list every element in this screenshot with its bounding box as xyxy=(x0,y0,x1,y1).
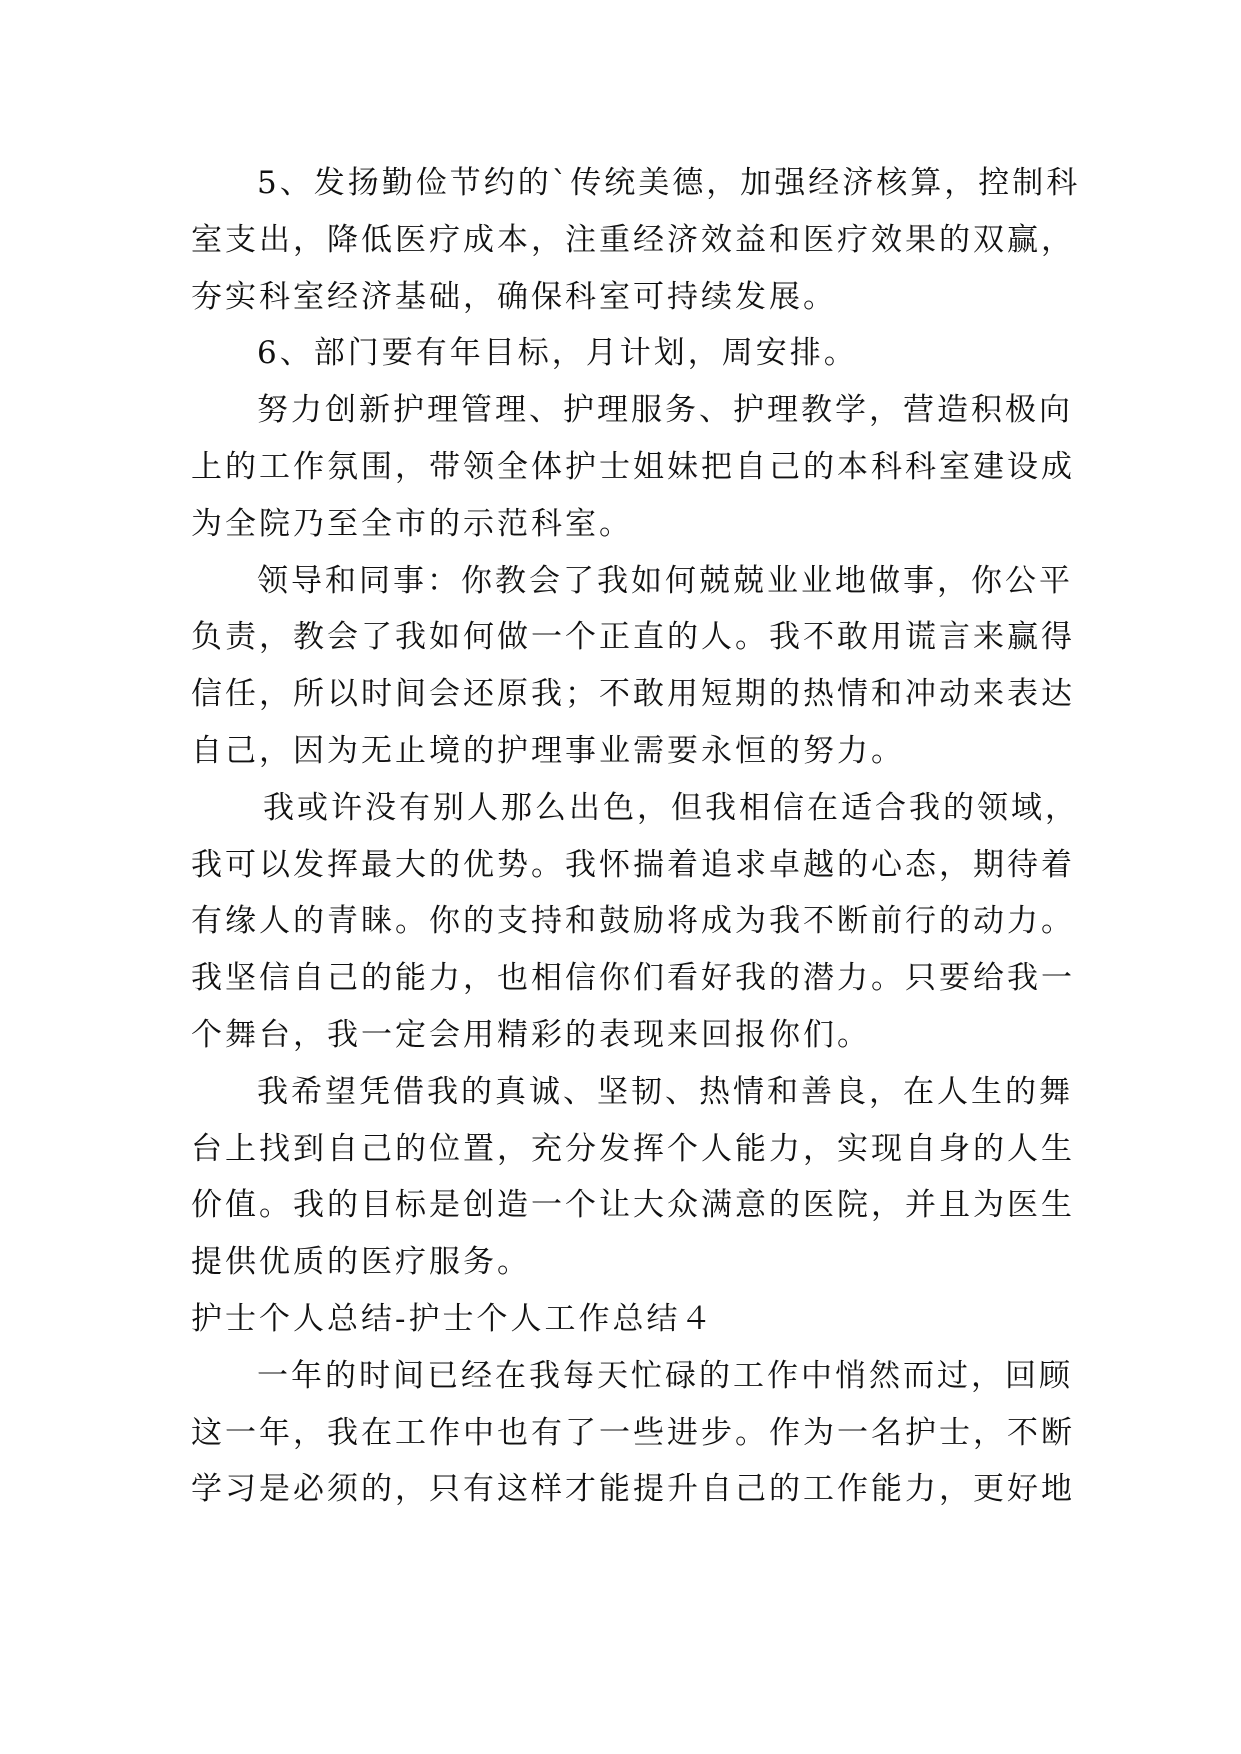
paragraph-line: 夯实科室经济基础，确保科室可持续发展。 xyxy=(191,278,837,315)
paragraph-line: 提供优质的医疗服务。 xyxy=(191,1244,531,1281)
paragraph-line: 6、部门要有年目标，月计划，周安排。 xyxy=(257,335,858,372)
paragraph-line: 价值。我的目标是创造一个让大众满意的医院，并且为医生 xyxy=(191,1187,1075,1224)
paragraph-line: 台上找到自己的位置，充分发挥个人能力，实现自身的人生 xyxy=(191,1130,1075,1167)
paragraph-line: 为全院乃至全市的示范科室。 xyxy=(191,505,633,542)
paragraph-line: 这一年，我在工作中也有了一些进步。作为一名护士，不断 xyxy=(191,1414,1075,1451)
paragraph-line: 个舞台，我一定会用精彩的表现来回报你们。 xyxy=(191,1016,871,1053)
document-page xyxy=(191,155,1081,1518)
paragraph-line: 有缘人的青睐。你的支持和鼓励将成为我不断前行的动力。 xyxy=(191,903,1075,940)
paragraph-line: 领导和同事：你教会了我如何兢兢业业地做事，你公平 xyxy=(257,562,1073,599)
paragraph-line: 我希望凭借我的真诚、坚韧、热情和善良，在人生的舞 xyxy=(257,1073,1073,1110)
paragraph-line: 我或许没有别人那么出色，但我相信在适合我的领域， xyxy=(263,789,1079,826)
paragraph-line: 负责，教会了我如何做一个正直的人。我不敢用谎言来赢得 xyxy=(191,619,1075,656)
paragraph-line: 学习是必须的，只有这样才能提升自己的工作能力，更好地 xyxy=(191,1471,1075,1508)
paragraph-line: 上的工作氛围，带领全体护士姐妹把自己的本科科室建设成 xyxy=(191,448,1075,485)
section-heading: 护士个人总结-护士个人工作总结４ xyxy=(191,1300,715,1337)
paragraph-line: 努力创新护理管理、护理服务、护理教学，营造积极向 xyxy=(257,392,1073,429)
paragraph-line: 5、发扬勤俭节约的`传统美德，加强经济核算，控制科 xyxy=(257,165,1081,201)
paragraph-line: 自己，因为无止境的护理事业需要永恒的努力。 xyxy=(191,732,905,769)
paragraph-line: 我可以发挥最大的优势。我怀揣着追求卓越的心态，期待着 xyxy=(191,846,1075,883)
paragraph-line: 信任，所以时间会还原我；不敢用短期的热情和冲动来表达 xyxy=(191,676,1075,713)
paragraph-line: 室支出，降低医疗成本，注重经济效益和医疗效果的双赢， xyxy=(191,221,1075,258)
paragraph-line: 一年的时间已经在我每天忙碌的工作中悄然而过，回顾 xyxy=(257,1357,1073,1394)
paragraph-line: 我坚信自己的能力，也相信你们看好我的潜力。只要给我一 xyxy=(191,960,1075,997)
